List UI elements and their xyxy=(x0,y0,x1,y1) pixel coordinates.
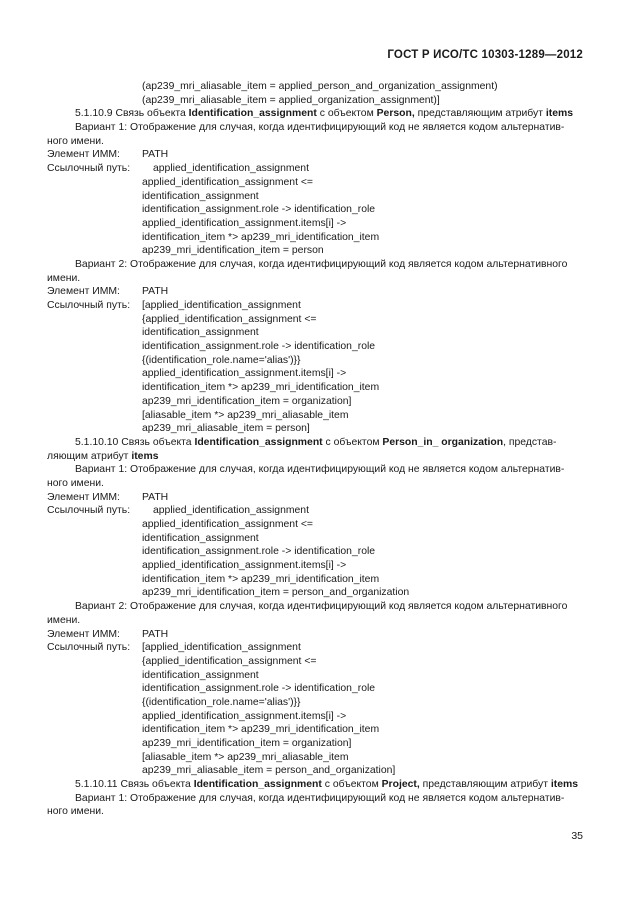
path-first-line: Ссылочный путь: applied_identification_assignment xyxy=(47,505,309,517)
variant-2-continuation: имени. xyxy=(47,272,81,284)
path-line: ap239_mri_aliasable_item = person] xyxy=(142,423,310,435)
path-line: identification_item *> ap239_mri_identification_item xyxy=(142,382,380,394)
path-line: applied_identification_assignment.items[i] -> xyxy=(142,710,347,722)
path-line: ap239_mri_identification_item = person_and_organization xyxy=(142,587,410,599)
variant-1-continuation: ного имени. xyxy=(47,477,104,489)
element-label: Элемент ИММ: xyxy=(47,491,120,503)
variant-1-continuation: ного имени. xyxy=(47,806,104,818)
path-line: {applied_identification_assignment <= xyxy=(142,313,317,325)
path-line: identification_assignment xyxy=(142,327,259,339)
element-label: Элемент ИММ: xyxy=(47,286,120,298)
section-5-1-10-10: 5.1.10.10 Связь объекта Identification_assignment с объектом Person_in_ organization, представ- xyxy=(75,436,557,448)
path-line: {applied_identification_assignment <= xyxy=(142,655,317,667)
variant-2-text: Вариант 2: Отображение для случая, когда идентифицирующий код является кодом альтернативного xyxy=(75,601,568,613)
element-value: PATH xyxy=(142,286,169,298)
path-line: identification_assignment.role -> identification_role xyxy=(142,341,376,353)
variant-1-text: Вариант 1: Отображение для случая, когда идентифицирующий код не является кодом альтернатив- xyxy=(75,464,565,476)
path-line: identification_item *> ap239_mri_identification_item xyxy=(142,231,380,243)
document-header: ГОСТ Р ИСО/ТС 10303-1289—2012 xyxy=(387,49,583,61)
page-number: 35 xyxy=(571,830,583,842)
path-first-line: Ссылочный путь: applied_identification_assignment xyxy=(47,163,309,175)
element-line xyxy=(47,491,583,505)
path-line: identification_assignment xyxy=(142,190,259,202)
path-line: (ap239_mri_aliasable_item = applied_person_and_organization_assignment) xyxy=(142,81,498,92)
path-line: (ap239_mri_aliasable_item = applied_organization_assignment)] xyxy=(142,94,440,106)
path-label: Ссылочный путь: xyxy=(47,642,131,654)
element-label: Элемент ИММ: xyxy=(47,628,120,640)
path-line: [aliasable_item *> ap239_mri_aliasable_item xyxy=(142,409,349,421)
element-value: PATH xyxy=(142,149,169,161)
path-line: ap239_mri_aliasable_item = person_and_organization] xyxy=(142,765,396,777)
section-5-1-10-10-continuation: ляющим атрибут items xyxy=(47,450,159,462)
path-line: identification_assignment.role -> identification_role xyxy=(142,204,376,216)
path-line: identification_assignment xyxy=(142,669,259,681)
path-line: ap239_mri_identification_item = person xyxy=(142,245,324,257)
path-label: Ссылочный путь: xyxy=(47,505,131,517)
path-line: [aliasable_item *> ap239_mri_aliasable_item xyxy=(142,751,349,763)
path-line: identification_item *> ap239_mri_identification_item xyxy=(142,573,380,585)
path-line: identification_item *> ap239_mri_identification_item xyxy=(142,724,380,736)
path-line: {(identification_role.name='alias')}} xyxy=(142,354,301,366)
path-line: {(identification_role.name='alias')}} xyxy=(142,696,301,708)
path-line: applied_identification_assignment.items[i] -> xyxy=(142,217,347,229)
element-value: PATH xyxy=(142,628,169,640)
element-label: Элемент ИММ: xyxy=(47,149,120,161)
element-value: PATH xyxy=(142,491,169,503)
element-line xyxy=(47,628,583,642)
element-line xyxy=(47,285,583,299)
section-5-1-10-9: 5.1.10.9 Связь объекта Identification_assignment с объектом Person, представляющим атрибут items xyxy=(75,108,574,120)
document-body xyxy=(47,80,583,819)
variant-1-text: Вариант 1: Отображение для случая, когда идентифицирующий код не является кодом альтернатив- xyxy=(75,792,565,804)
path-label: Ссылочный путь: xyxy=(47,163,131,175)
variant-2-continuation: имени. xyxy=(47,614,81,626)
path-first-line: Ссылочный путь: [applied_identification_assignment xyxy=(47,642,301,654)
variant-1-text: Вариант 1: Отображение для случая, когда идентифицирующий код не является кодом альтернатив- xyxy=(75,122,565,134)
path-line: identification_assignment xyxy=(142,532,259,544)
path-line: identification_assignment.role -> identification_role xyxy=(142,683,376,695)
path-first-line: Ссылочный путь: [applied_identification_assignment xyxy=(47,300,301,311)
path-line: identification_assignment.role -> identification_role xyxy=(142,546,376,558)
path-line: applied_identification_assignment.items[i] -> xyxy=(142,368,347,380)
variant-1-continuation: ного имени. xyxy=(47,135,104,147)
element-line xyxy=(47,148,583,162)
path-line: applied_identification_assignment <= xyxy=(142,176,313,188)
path-line: applied_identification_assignment.items[i] -> xyxy=(142,560,347,572)
variant-2-text: Вариант 2: Отображение для случая, когда идентифицирующий код является кодом альтернативного xyxy=(75,258,568,270)
path-label: Ссылочный путь: xyxy=(47,300,131,311)
section-5-1-10-11: 5.1.10.11 Связь объекта Identification_assignment с объектом Project, представляющим атрибут items xyxy=(75,779,579,791)
path-line: ap239_mri_identification_item = organization] xyxy=(142,738,352,749)
path-line: applied_identification_assignment <= xyxy=(142,519,313,530)
path-line: ap239_mri_identification_item = organization] xyxy=(142,395,352,407)
